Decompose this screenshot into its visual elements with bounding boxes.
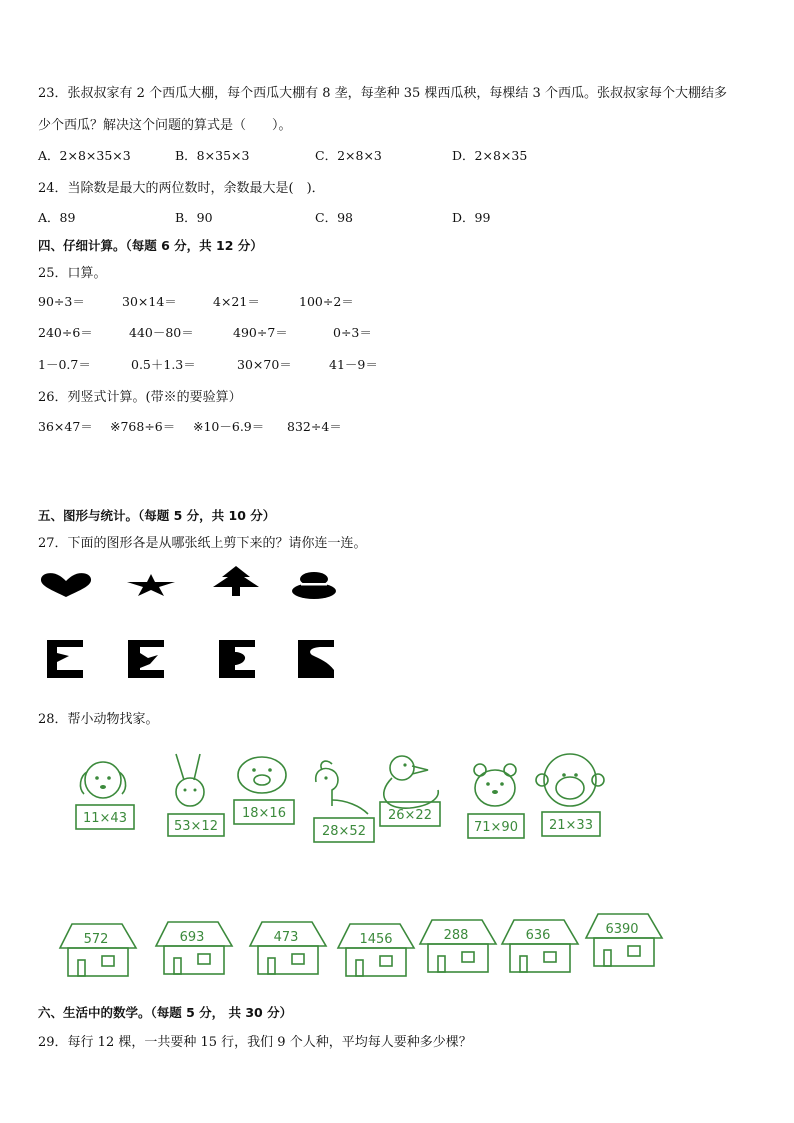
section-6-heading: 六、生活中的数学。（每题 5 分， 共 30 分） xyxy=(38,1005,293,1020)
q24-option-d[interactable]: D．99 xyxy=(452,210,491,225)
q25-item: 440－80＝ xyxy=(129,325,194,340)
q24-text: 24．当除数是最大的两位数时，余数最大是( )． xyxy=(38,181,325,196)
q28-title: 28．帮小动物找家。 xyxy=(38,712,159,727)
house[interactable] xyxy=(586,914,662,966)
q25-item: 0÷3＝ xyxy=(333,325,372,340)
q29-text: 29．每行 12 棵，一共要种 15 行，我们 9 个人种，平均每人要种多少棵？ xyxy=(38,1035,472,1050)
rabbit-icon[interactable] xyxy=(168,754,224,836)
q24-option-c[interactable]: C．98 xyxy=(315,210,353,225)
house-number: 693 xyxy=(179,930,205,945)
q26-item: 832÷4＝ xyxy=(287,419,342,434)
house[interactable] xyxy=(156,922,232,974)
animal-label: 18×16 xyxy=(242,806,286,821)
monkey-icon[interactable] xyxy=(536,754,604,836)
q25-item: 90÷3＝ xyxy=(38,294,85,309)
star-icon[interactable] xyxy=(127,574,175,596)
q23-line2: 少个西瓜？解决这个问题的算式是（ ）。 xyxy=(38,118,292,133)
q24-option-b[interactable]: B．90 xyxy=(175,210,213,225)
paper-4[interactable] xyxy=(298,640,334,678)
q23-option-c[interactable]: C．2×8×3 xyxy=(315,148,382,163)
q24-option-a[interactable]: A．89 xyxy=(38,210,76,225)
house[interactable] xyxy=(250,922,326,974)
q27-title: 27．下面的图形各是从哪张纸上剪下来的？请你连一连。 xyxy=(38,536,367,551)
q23-option-d[interactable]: D．2×8×35 xyxy=(452,148,528,163)
q23-option-b[interactable]: B．8×35×3 xyxy=(175,148,250,163)
q25-item: 4×21＝ xyxy=(213,294,260,309)
q25-item: 1－0.7＝ xyxy=(38,357,91,372)
house[interactable] xyxy=(502,920,578,972)
q25-item: 490÷7＝ xyxy=(233,325,288,340)
dog-icon[interactable] xyxy=(76,762,134,829)
q23-option-a[interactable]: A．2×8×35×3 xyxy=(38,148,131,163)
houses-row xyxy=(58,914,668,980)
q25-item: 0.5＋1.3＝ xyxy=(131,357,196,372)
paper-2[interactable] xyxy=(128,640,164,678)
house[interactable] xyxy=(60,924,136,976)
house-number: 636 xyxy=(525,928,551,943)
animals-row xyxy=(70,750,630,850)
paper-3[interactable] xyxy=(219,640,255,678)
q26-item: 36×47＝ xyxy=(38,419,93,434)
animal-label: 53×12 xyxy=(174,819,218,834)
bear-icon[interactable] xyxy=(468,764,524,838)
animal-label: 28×52 xyxy=(322,824,366,839)
animal-label: 71×90 xyxy=(474,820,518,835)
duck-icon[interactable] xyxy=(380,756,440,826)
q25-title: 25．口算。 xyxy=(38,266,107,281)
tree-icon[interactable] xyxy=(209,566,263,596)
house[interactable] xyxy=(338,924,414,976)
q26-item: ※10－6.9＝ xyxy=(193,419,265,434)
house-number: 288 xyxy=(443,928,469,943)
q26-item: ※768÷6＝ xyxy=(110,419,176,434)
q26-title: 26．列竖式计算。(带※的要验算） xyxy=(38,390,242,405)
section-5-heading: 五、图形与统计。（每题 5 分，共 10 分） xyxy=(38,508,276,523)
animal-label: 11×43 xyxy=(83,811,127,826)
house-number: 6390 xyxy=(605,922,639,937)
q25-item: 240÷6＝ xyxy=(38,325,93,340)
q25-item: 30×70＝ xyxy=(237,357,292,372)
figure-eight-icon[interactable] xyxy=(291,571,337,599)
pig-icon[interactable] xyxy=(234,757,294,824)
heart-icon[interactable] xyxy=(40,572,92,598)
q25-item: 100÷2＝ xyxy=(299,294,354,309)
q23-line1: 23．张叔叔家有 2 个西瓜大棚，每个西瓜大棚有 8 垄，每垄种 35 棵西瓜秧，每棵结 3 个西瓜。张叔叔家每个大棚结多 xyxy=(38,86,727,101)
section-4-heading: 四、仔细计算。（每题 6 分，共 12 分） xyxy=(38,238,263,253)
house[interactable] xyxy=(420,920,496,972)
animal-label: 21×33 xyxy=(549,818,593,833)
q25-item: 30×14＝ xyxy=(122,294,177,309)
house-number: 1456 xyxy=(359,932,393,947)
house-number: 473 xyxy=(273,930,299,945)
q25-item: 41－9＝ xyxy=(329,357,378,372)
paper-1[interactable] xyxy=(47,640,83,678)
house-number: 572 xyxy=(83,932,109,947)
animal-label: 26×22 xyxy=(388,808,432,823)
goat-icon[interactable] xyxy=(314,761,374,842)
